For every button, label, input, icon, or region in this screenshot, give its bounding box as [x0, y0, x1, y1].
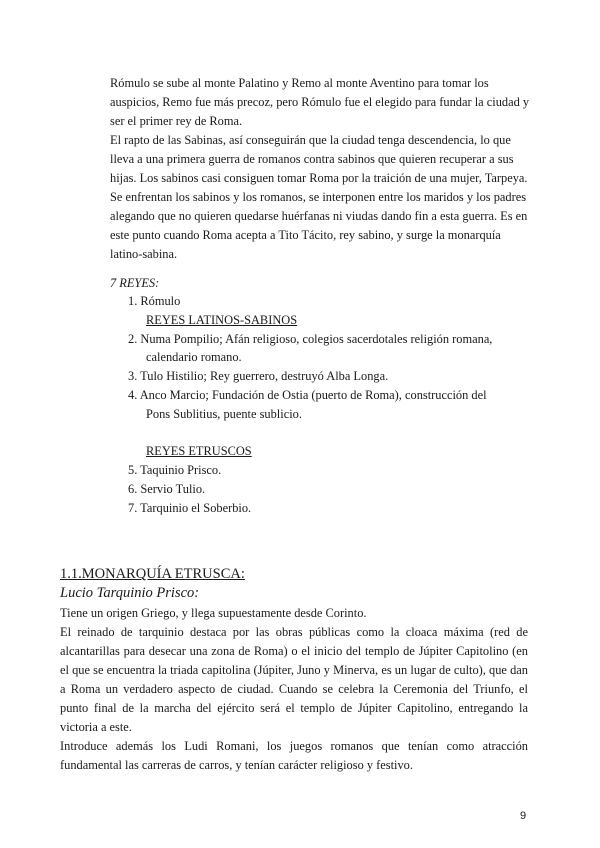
paragraph-public-works: El reinado de tarquinio destaca por las obras públicas como la cloaca máxima (red de alcantarillas para desecar una zona de Roma) o el inicio del templo de Júpiter Capitolino (en el que se encuentra la triada capitolina (Júpiter, Juno y Minerva, es un lugar de culto), que dan a Roma un verdadero aspecto de ciudad. Cuando se celebra la Ceremonia del Triunfo, el punto final de la marcha del ejército será el templo de Júpiter Capitolino, entregando la victoria a este.	[60, 625, 528, 734]
list-item-numa-pompilio: 2. Numa Pompilio; Afán religioso, colegios sacerdotales religión romana,	[128, 331, 493, 346]
list-item-tarquinio-prisco: 5. Taquinio Prisco.	[128, 463, 222, 478]
paragraph-romulo-remo: Rómulo se sube al monte Palatino y Remo al monte Aventino para tomar los auspicios, Remo fue más precoz, pero Rómulo fue el elegido para fundar la ciudad y ser el primer rey de Roma.	[110, 76, 530, 128]
latin-sabine-kings-heading: REYES LATINOS-SABINOS	[146, 312, 298, 327]
page-number: 9	[520, 810, 527, 822]
list-item-tarquinio-soberbio: 7. Tarquinio el Soberbio.	[128, 500, 252, 515]
section-subheading: Lucio Tarquinio Prisco:	[60, 585, 200, 601]
list-spacer	[128, 424, 528, 443]
list-item-anco-marcio: 4. Anco Marcio; Fundación de Ostia (puerto de Roma), construcción del	[128, 387, 487, 402]
list-item-servio-tulio: 6. Servio Tulio.	[128, 481, 206, 496]
list-item-tulo-histilio: 3. Tulo Histilio; Rey guerrero, destruyó Alba Longa.	[128, 369, 389, 384]
kings-list	[128, 292, 528, 518]
kings-list-title: 7 REYES:	[110, 276, 160, 290]
list-item-numa-pompilio-cont: calendario romano.	[146, 350, 242, 365]
paragraph-rapto-sabinas: El rapto de las Sabinas, así conseguirán que la ciudad tenga descendencia, lo que lleva a una primera guerra de romanos contra sabinos que quieren recuperar a sus hijas. Los sabinos casi consiguen tomar Roma por la traición de una mujer, Tarpeya. Se enfrentan los sabinos y los romanos, se interponen entre los maridos y los padres alegando que no quieren quedarse huérfanas ni viudas dando fin a esta guerra. Es en este punto cuando Roma acepta a Tito Tácito, rey sabino, y surge la monarquía latino-sabina.	[110, 133, 528, 261]
list-item-anco-marcio-cont: Pons Sublitius, puente sublicio.	[146, 406, 302, 421]
paragraph-ludi-romani: Introduce además los Ludi Romani, los juegos romanos que tenían como atracción fundamental las carreras de carros, y tenían carácter religioso y festivo.	[60, 739, 528, 772]
section-heading: 1.1.MONARQUÍA ETRUSCA:	[60, 566, 245, 582]
paragraph-origin: Tiene un origen Griego, y llega supuestamente desde Corinto.	[60, 606, 367, 620]
etruscan-kings-heading: REYES ETRUSCOS	[146, 444, 252, 459]
list-item-romulo: 1. Rómulo	[128, 294, 181, 308]
